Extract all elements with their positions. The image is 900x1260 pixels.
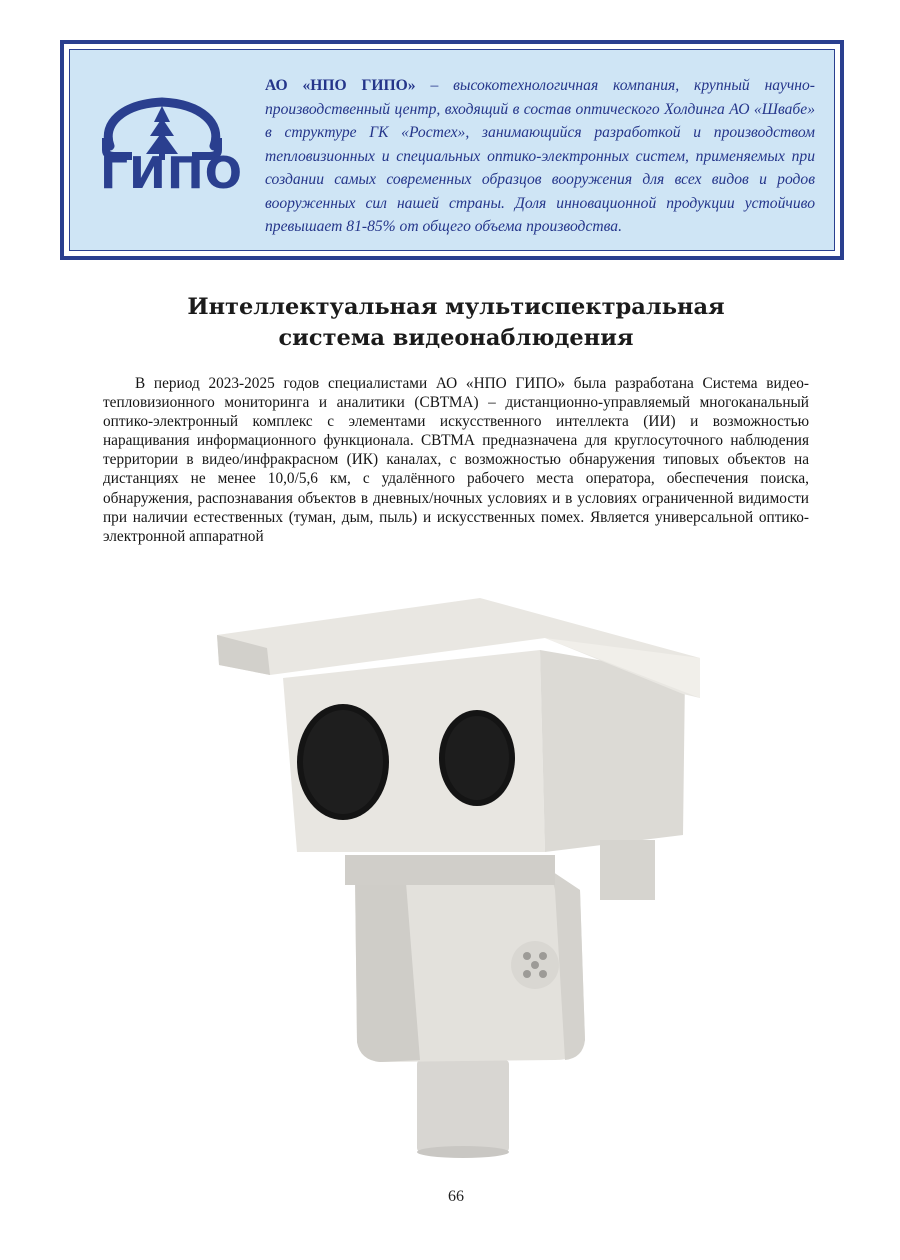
company-name: АО «НПО ГИПО» <box>265 77 416 94</box>
article-paragraph <box>103 374 809 546</box>
article-title-line-1: Интеллектуальная мультиспектральная <box>187 294 725 320</box>
article-paragraph-text: В период 2023-2025 годов специалистами АО «НПО ГИПО» была разработана Система видео-тепловизионного мониторинга и аналитики (СВТМА) – дистанционно-управляемый многоканальный оптико-электронный комплекс с элементами искусственного интеллекта (ИИ) и возможностью наращивания информационного функционала. СВТМА предназначена для круглосуточного наблюдения территории в видео/инфракрасном (ИК) каналах, с возможностью обнаружения типовых объектов на дистанциях не менее 10,0/5,6 км, с удалённого рабочего места оператора, обеспечения поиска, обнаружения, распознавания объектов в дневных/ночных условиях и в условиях ограниченной видимости при наличии естественных (туман, дым, пыль) и искусственных помех. Является универсальной оптико-электронной аппаратной <box>103 375 809 545</box>
banner-inner-frame <box>69 49 835 251</box>
page-number: 66 <box>448 1188 464 1205</box>
company-description-text: – высокотехнологичная компания, крупный научно-производственный центр, входящий в состав оптического Холдинга АО «Швабе» в структуре ГК «Ростех», занимающийся разработкой и производством тепловизионных и специальных оптико-электронных систем, применяемых при создании самых современных образцов вооружения для всех видов и родов вооруженных сил нашей страны. Доля инновационной продукции устойчиво превышает 81-85% от общего объема производства. <box>265 77 815 235</box>
company-banner <box>60 40 844 260</box>
article-title <box>100 292 812 354</box>
camera-system-photo <box>205 590 705 1165</box>
logo-wordmark: ГИПО <box>100 148 244 199</box>
article-title-line-2: система видеонаблюдения <box>278 325 634 351</box>
company-description <box>265 74 815 239</box>
